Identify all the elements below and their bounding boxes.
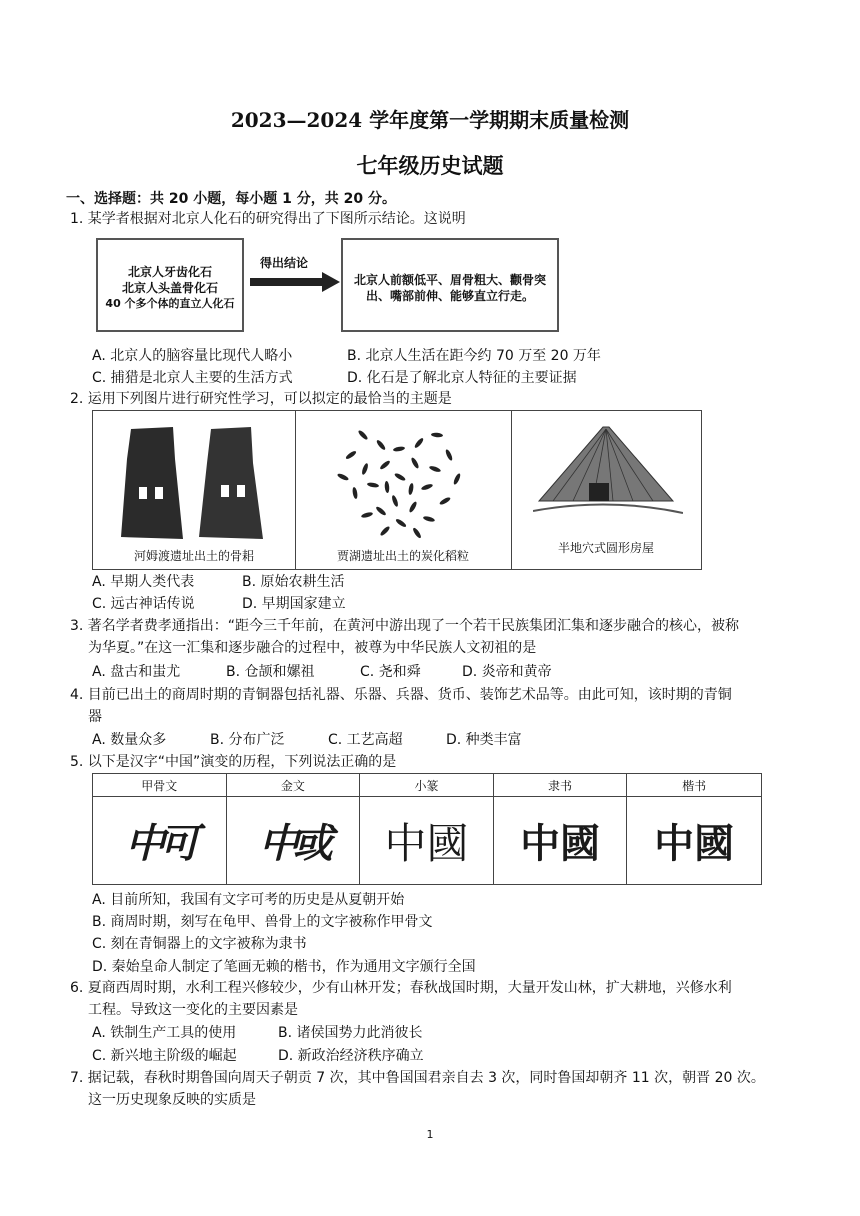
q2-caption-3: 半地穴式圆形房屋	[557, 541, 654, 555]
q1-option-c: C. 捕猎是北京人主要的生活方式	[92, 370, 293, 386]
q7-stem-line: 这一历史现象反映的实质是	[88, 1092, 256, 1108]
q5-option-a: A. 目前所知，我国有文字可考的历史是从夏朝开始	[92, 892, 405, 908]
q4-stem-line: 4. 目前已出土的商周时期的青铜器包括礼器、乐器、兵器、货币、装饰艺术品等。由此可知，该时期的青铜	[70, 687, 732, 703]
bone-spade-image	[113, 419, 273, 541]
oracle-bone-glyph: 中可	[93, 797, 227, 885]
q2-option-c: C. 远古神话传说	[92, 596, 195, 612]
q1-evidence-line: 40 个多个体的直立人化石	[105, 297, 235, 310]
q4-option-c: C. 工艺高超	[328, 732, 403, 748]
q5-stem: 5. 以下是汉字“中国”演变的历程，下列说法正确的是	[70, 754, 397, 770]
q1-conclusion-line: 出、嘴部前伸、能够直立行走。	[365, 289, 534, 303]
q2-option-b: B. 原始农耕生活	[242, 574, 345, 590]
q3-option-d: D. 炎帝和黄帝	[462, 664, 552, 680]
exam-subtitle: 七年级历史试题	[356, 153, 504, 178]
q1-evidence-line: 北京人牙齿化石	[127, 265, 212, 279]
q6-option-b: B. 诸侯国势力此消彼长	[278, 1025, 423, 1041]
divider	[295, 411, 296, 569]
q4-option-d: D. 种类丰富	[446, 732, 522, 748]
q3-option-b: B. 仓颉和嫘祖	[226, 664, 315, 680]
q4-stem-line: 器	[88, 709, 102, 725]
q6-option-a: A. 铁制生产工具的使用	[92, 1025, 237, 1041]
q2-option-a: A. 早期人类代表	[92, 574, 195, 590]
q3-option-c: C. 尧和舜	[360, 664, 421, 680]
q4-option-a: A. 数量众多	[92, 732, 167, 748]
q2-stem: 2. 运用下列图片进行研究性学习，可以拟定的最恰当的主题是	[70, 391, 452, 407]
seal-script-glyph: 中國	[360, 797, 494, 885]
table-header: 小篆	[360, 774, 494, 797]
q1-conclusion-line: 北京人前额低平、眉骨粗大、颧骨突	[353, 273, 546, 287]
q1-option-a: A. 北京人的脑容量比现代人略小	[92, 348, 293, 364]
regular-script-glyph: 中國	[627, 797, 762, 885]
q2-image-panel	[92, 410, 702, 570]
exam-title: 2023—2024 学年度第一学期期末质量检测	[230, 108, 630, 132]
q1-arrow-label: 得出结论	[260, 256, 309, 270]
q1-evidence-line: 北京人头盖骨化石	[121, 281, 218, 295]
page-number: 1	[426, 1128, 434, 1141]
table-header: 楷书	[627, 774, 762, 797]
q2-caption-2: 贾湖遗址出土的炭化稻粒	[336, 549, 469, 563]
q1-option-b: B. 北京人生活在距今约 70 万至 20 万年	[347, 348, 601, 364]
script-evolution-table	[92, 773, 762, 885]
q2-caption-1: 河姆渡遗址出土的骨耜	[133, 549, 254, 563]
q7-stem-line: 7. 据记载，春秋时期鲁国向周天子朝贡 7 次，其中鲁国国君亲自去 3 次，同时鲁国却朝齐 11 次，朝晋 20 次。	[70, 1070, 765, 1086]
section-heading: 一、选择题：共 20 小题，每小题 1 分，共 20 分。	[66, 191, 396, 207]
q6-option-d: D. 新政治经济秩序确立	[278, 1048, 424, 1064]
q1-stem: 1. 某学者根据对北京人化石的研究得出了下图所示结论。这说明	[70, 211, 466, 227]
q1-conclusion-box	[341, 238, 559, 332]
table-header: 隶书	[493, 774, 627, 797]
q3-stem-line: 为华夏。”在这一汇集和逐步融合的过程中，被尊为中华民族人文初祖的是	[88, 640, 537, 656]
q1-evidence-box	[96, 238, 244, 332]
q4-option-b: B. 分布广泛	[210, 732, 285, 748]
clerical-script-glyph: 中國	[493, 797, 627, 885]
q1-option-d: D. 化石是了解北京人特征的主要证据	[347, 370, 577, 386]
right-arrow-icon	[250, 272, 340, 292]
table-header: 金文	[226, 774, 360, 797]
q3-option-a: A. 盘古和蚩尤	[92, 664, 181, 680]
q5-option-d: D. 秦始皇命人制定了笔画无赖的楷书，作为通用文字颁行全国	[92, 959, 476, 975]
q6-stem-line: 工程。导致这一变化的主要因素是	[88, 1002, 298, 1018]
q3-stem-line: 3. 著名学者费孝通指出：“距今三千年前，在黄河中游出现了一个若干民族集团汇集和逐步融合的核心，被称	[70, 618, 740, 634]
q5-option-b: B. 商周时期，刻写在龟甲、兽骨上的文字被称作甲骨文	[92, 914, 433, 930]
q2-option-d: D. 早期国家建立	[242, 596, 346, 612]
rice-grains-image	[325, 415, 475, 541]
round-house-image	[533, 421, 683, 533]
bronze-script-glyph: 中或	[226, 797, 360, 885]
q6-option-c: C. 新兴地主阶级的崛起	[92, 1048, 237, 1064]
q5-option-c: C. 刻在青铜器上的文字被称为隶书	[92, 936, 307, 952]
q6-stem-line: 6. 夏商西周时期，水利工程兴修较少，少有山林开发；春秋战国时期，大量开发山林，扩大耕地，兴修水利	[70, 980, 732, 996]
table-header: 甲骨文	[93, 774, 227, 797]
